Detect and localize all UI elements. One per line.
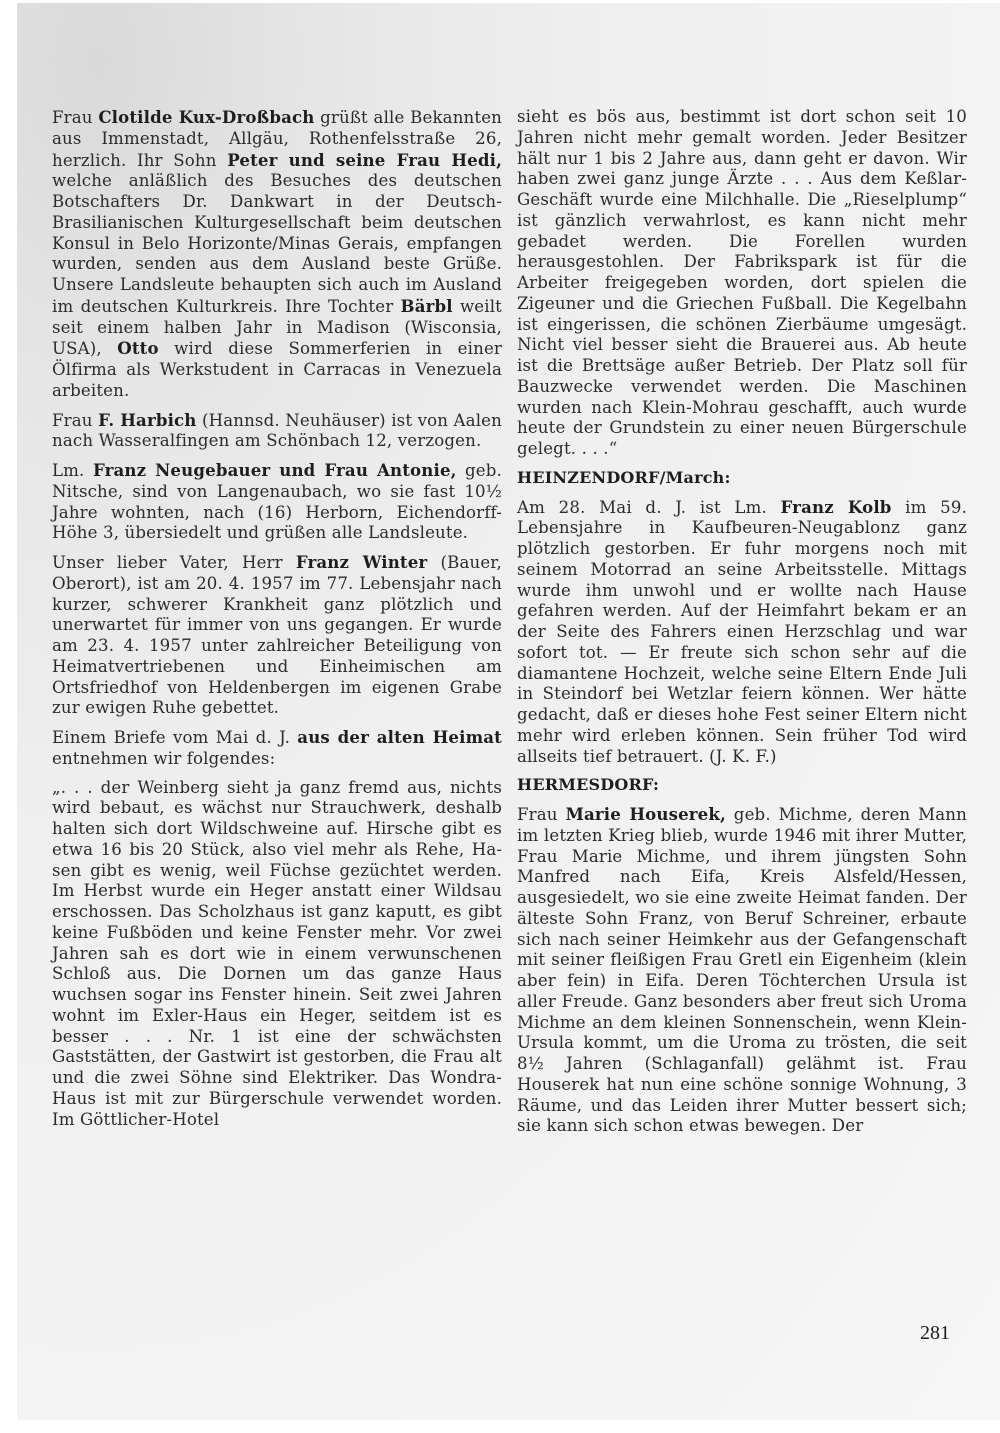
bold-name: aus der alten Heimat — [297, 727, 502, 747]
text-run: (Hannsd. Neuhäuser) ist von Aalen nach Wasseralfingen am Schönbach 12, verzogen. — [52, 410, 502, 451]
bold-name: Peter und seine Frau Hedi, — [227, 149, 502, 170]
text-run: entnehmen wir folgendes: — [52, 748, 276, 768]
scanned-page — [17, 3, 1000, 1420]
paragraph — [52, 778, 502, 1131]
text-run: geb. Nitsche, sind von Langenaubach, wo sie fast 10½ Jahre wohnten, nach (16) Herborn, Eichendorff-Höhe 3, übersiedelt und grüßen alle Landsleute. — [52, 461, 502, 543]
text-run: weilt seit einem halben Jahr in Madison (Wisconsia, USA), — [52, 296, 502, 359]
paragraph — [52, 727, 502, 770]
paragraph — [52, 410, 502, 453]
section-heading: HERMESDORF: — [517, 775, 660, 795]
right-column — [517, 107, 967, 1137]
paragraph — [52, 107, 502, 402]
bold-name: F. Harbich — [98, 409, 197, 430]
paragraph — [52, 552, 502, 719]
bold-name: Otto — [117, 338, 159, 359]
paragraph — [517, 497, 967, 768]
paragraph — [52, 460, 502, 544]
paragraph — [517, 804, 967, 1137]
text-run: grüßt alle Bekannten aus Immenstadt, Allgäu, Rothenfelsstraße 26, herzlich. Ihr Sohn — [52, 108, 503, 170]
bold-name: Clotilde Kux-Droßbach — [98, 107, 315, 127]
text-run: „. . . der Weinberg sieht ja ganz fremd aus, nichts wird bebaut, es wächst nur Strauchwerk, deshalb halten sich dort Wildschweine auf. Hirsche gibt es etwa 16 bis 20 Stück, also viel mehr als Rehe, Hasen gibt es wenig, weil Füchse gezüchtet werden. Im Herbst wurde ein Heger anstatt einer Wildsau erschossen. Das Scholzhaus ist ganz kaputt, es gibt keine Fußböden und keine Fenster mehr. Vor zwei Jahren sah es dort wie in einem verwunschenen Schloß aus. Die Dornen um das ganze Haus wuchsen sogar ins Fenster hinein. Seit zwei Jahren wohnt im Exler-Haus ein Heger, seitdem ist es besser . . . Nr. 1 ist eine der schwächsten Gaststätten, der Gastwirt ist gestorben, die Frau alt und die zwei Söhne sind Elektriker. Das Wondra-Haus ist mit zur Bürgerschule verwendet worden. Im Göttlicher-Hotel — [52, 777, 502, 1129]
text-run: (Bauer, Oberort), ist am 20. 4. 1957 im 77. Lebensjahr nach kurzer, schwerer Krankheit ganz plötzlich und unerwartet für immer von uns gegangen. Er wurde am 23. 4. 1957 unter zahlreicher Beteiligung von Heimatvertriebenen und Einheimischen am Ortsfriedhof von Heldenbergen im eigenen Grabe zur ewigen Ruhe gebettet. — [52, 553, 502, 718]
text-run: Lm. — [52, 461, 93, 480]
text-run: wird diese Sommerferien in einer Ölfirma als Werkstudent in Carracas in Venezuela arbeiten. — [52, 339, 503, 400]
text-run: Frau — [52, 108, 99, 127]
bold-name: Franz Neugebauer und Frau Antonie, — [92, 460, 457, 480]
text-run: welche anläßlich des Besuches des deutschen Botschafters Dr. Dankwart in der Deutsch-Brasilianischen Kulturgesellschaft beim deutschen Konsul in Belo Horizonte/Minas Gerais, empfangen wurden, senden aus dem Ausland beste Grüße. Unsere Landsleute behaupten sich auch im Ausland im deutschen Kulturkreis. Ihre Tochter — [52, 171, 502, 316]
bold-name: Franz Winter — [295, 552, 428, 572]
text-run: Frau — [517, 805, 566, 824]
left-column — [52, 107, 502, 1130]
bold-name: Marie Houserek, — [565, 804, 726, 824]
text-run: geb. Michme, deren Mann im letzten Krieg blieb, wurde 1946 mit ihrer Mutter, Frau Marie Michme, und ihrem jüngsten Sohn Manfred nach Eifa, Kreis Alsfeld/Hessen, ausgesiedelt, wo sie eine zweite Heimat fanden. Der älteste Sohn Franz, von Beruf Schreiner, erbaute sich nach seiner Heimkehr aus der Gefangenschaft mit seiner fleißigen Frau Gretl ein Eigenheim (klein aber fein) in Eifa. Deren Töchterchen Ursula ist aller Freude. Ganz besonders aber freut sich Uroma Michme an dem kleinen Sonnenschein, wenn Klein-Ursula kommt, um die Uroma zu trösten, die seit 8½ Jahren (Schlaganfall) gelähmt ist. Frau Houserek hat nun eine schöne sonnige Wohnung, 3 Räume, und das Leiden ihrer Mutter bessert sich; sie kann sich schon etwas bewegen. Der — [517, 805, 967, 1136]
section-heading: HEINZENDORF/March: — [517, 467, 731, 487]
text-run: Einem Briefe vom Mai d. J. — [52, 728, 298, 747]
bold-name: Franz Kolb — [780, 496, 892, 517]
bold-name: Bärbl — [400, 295, 453, 316]
paragraph — [517, 107, 967, 460]
text-run: im 59. Lebensjahre in Kaufbeuren-Neugablonz ganz plötzlich gestorben. Er fuhr morgens noch mit seinem Motorrad an seine Arbeitsstelle. Mittags wurde ihm unwohl und er wollte nach Hause gefahren werden. Auf der Heimfahrt bekam er an der Seite des Fahrers einen Herzschlag und war sofort tot. — Er freute sich schon sehr auf die diamantene Hochzeit, welche seine Eltern Ende Juli in Steindorf bei Wetzlar feiern können. Wer hätte gedacht, daß er dieses hohe Fest seiner Eltern nicht mehr wird erleben können. Sein früher Tod wird allseits tief betrauert. (J. K. F.) — [517, 497, 968, 766]
text-run: Unser lieber Vater, Herr — [52, 553, 296, 572]
page-number: 281 — [920, 1322, 950, 1344]
text-run: sieht es bös aus, bestimmt ist dort schon seit 10 Jahren nicht mehr gemalt worden. Jeder Besitzer hält nur 1 bis 2 Jahre aus, dann geht er davon. Wir haben zwei ganz junge Ärzte . . . Aus dem Keßlar-Geschäft wurde eine Milchhalle. Die „Rieselplump“ ist gänzlich verwahrlost, es kann nicht mehr gebadet werden. Die Forellen wurden herausgestohlen. Der Fabrikspark ist für die Arbeiter freigegeben worden, dort spielen die Zigeuner und die Griechen Fußball. Die Kegelbahn ist eingerissen, die schönen Zierbäume umgesägt. Nicht viel besser sieht die Brauerei aus. Ab heute ist die Brettsäge außer Betrieb. Der Platz soll für Bauzwecke verwendet werden. Die Maschinen wurden nach Klein-Mohrau geschafft, auch wurde heute der Grundstein zu einer neuen Bürgerschule gelegt. . . .“ — [517, 107, 967, 458]
text-run: Am 28. Mai d. J. ist Lm. — [517, 497, 781, 517]
text-run: Frau — [52, 410, 99, 430]
